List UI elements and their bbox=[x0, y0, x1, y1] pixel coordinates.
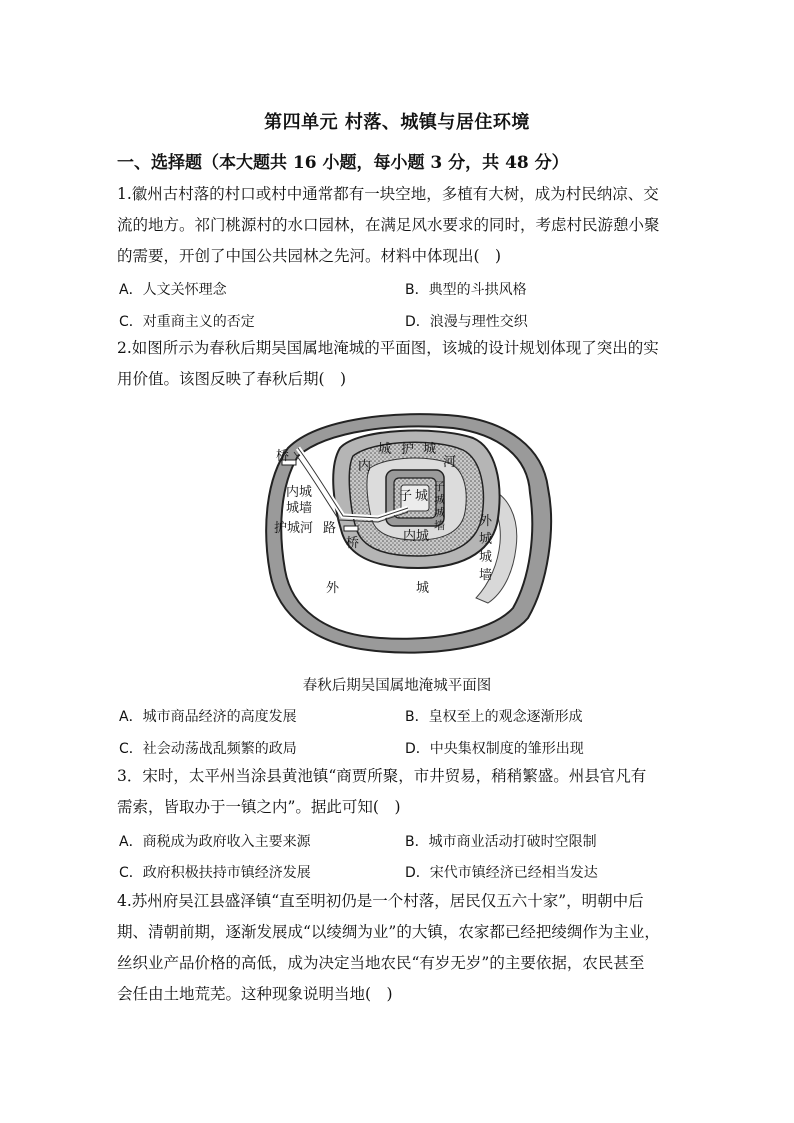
city-plan-figure bbox=[258, 408, 558, 658]
label-hu-cheng-he: 护城河 bbox=[274, 521, 314, 536]
label-wcq-2: 城 bbox=[479, 532, 493, 547]
figure-caption: 春秋后期吴国属地淹城平面图 bbox=[302, 678, 492, 694]
label-zi-cheng: 城 bbox=[415, 489, 429, 504]
label-wai: 外 bbox=[326, 581, 340, 596]
question-2-option-b: B．皇权至上的观念逐渐形成 bbox=[405, 709, 583, 725]
label-nei-cheng: 内城 bbox=[286, 485, 313, 500]
question-4-line: 期、清朝前期，逐渐发展成“以绫绸为业”的大镇，农家都已经把绫绸作为主业， bbox=[117, 923, 660, 941]
bridge-bottom bbox=[344, 526, 358, 531]
label-qiao-bottom: 桥 bbox=[346, 536, 360, 551]
question-2-option-d: D．中央集权制度的雏形出现 bbox=[405, 741, 584, 757]
label-lu: 路 bbox=[323, 521, 337, 536]
question-1-line: 1.徽州古村落的村口或村中通常都有一块空地，多植有大树，成为村民纳凉、交 bbox=[117, 185, 659, 203]
question-1-line: 的需要，开创了中国公共园林之先河。材料中体现出( ) bbox=[117, 247, 502, 265]
question-2-line: 2.如图所示为春秋后期吴国属地淹城的平面图，该城的设计规划体现了突出的实 bbox=[117, 339, 659, 357]
page-title: 第四单元 村落、城镇与居住环境 bbox=[264, 112, 530, 133]
city-plan-map bbox=[258, 408, 558, 658]
question-1-option-b: B．典型的斗拱风格 bbox=[405, 282, 527, 298]
question-2-line: 用价值。该图反映了春秋后期( ) bbox=[117, 370, 347, 388]
label-nei-cheng-inner: 内城 bbox=[403, 529, 430, 544]
label-zcq-2: 城 bbox=[434, 493, 445, 506]
label-top-1: 城 bbox=[378, 442, 392, 457]
label-top-2: 护 bbox=[401, 442, 415, 457]
question-4-line: 会任由土地荒芜。这种现象说明当地( ) bbox=[117, 985, 393, 1003]
question-3-option-b: B．城市商业活动打破时空限制 bbox=[405, 834, 597, 850]
question-1-stem bbox=[117, 179, 677, 272]
question-1-option-d: D．浪漫与理性交织 bbox=[405, 314, 528, 330]
label-zcq-1: 子 bbox=[434, 480, 445, 493]
label-wcq-3: 城 bbox=[479, 550, 493, 565]
question-1-line: 流的地方。祁门桃源村的水口园林，在满足风水要求的同时，考虑村民游憩小聚 bbox=[117, 216, 660, 234]
question-4-stem bbox=[117, 886, 677, 1010]
question-4-line: 4.苏州府吴江县盛泽镇“直至明初仍是一个村落，居民仅五六十家”，明朝中后 bbox=[117, 892, 644, 910]
section-heading: 一、选择题（本大题共 16 小题，每小题 3 分，共 48 分） bbox=[117, 153, 569, 173]
label-cheng: 城 bbox=[416, 581, 430, 596]
label-zcq-3: 城 bbox=[434, 506, 445, 519]
label-zi: 子 bbox=[399, 489, 413, 504]
label-top-4: 河 bbox=[443, 455, 457, 470]
question-1-option-c: C．对重商主义的否定 bbox=[119, 314, 255, 330]
label-qiao-left: 桥 bbox=[276, 449, 290, 464]
question-3-option-a: A．商税成为政府收入主要来源 bbox=[119, 834, 311, 850]
question-3-line: 需索，皆取办于一镇之内”。据此可知( ) bbox=[117, 798, 401, 816]
label-wcq-4: 墙 bbox=[479, 568, 493, 583]
question-2-option-c: C．社会动荡战乱频繁的政局 bbox=[119, 741, 297, 757]
question-3-option-d: D．宋代市镇经济已经相当发达 bbox=[405, 865, 598, 881]
label-zcq-4: 墙 bbox=[434, 519, 445, 532]
question-2-option-a: A．城市商品经济的高度发展 bbox=[119, 709, 297, 725]
label-cheng-qiang: 城墙 bbox=[286, 501, 313, 516]
question-2-stem bbox=[117, 333, 677, 395]
question-3-stem bbox=[117, 761, 677, 823]
question-3-line: 3．宋时，太平州当涂县黄池镇“商贾所聚，市井贸易，稍稍繁盛。州县官凡有 bbox=[117, 767, 647, 785]
label-top-3: 城 bbox=[423, 442, 437, 457]
question-4-line: 丝织业产品价格的高低，成为决定当地农民“有岁无岁”的主要依据，农民甚至 bbox=[117, 954, 645, 972]
label-nei: 内 bbox=[358, 459, 372, 474]
label-wcq-1: 外 bbox=[479, 514, 493, 529]
question-1-option-a: A．人文关怀理念 bbox=[119, 282, 227, 298]
question-3-option-c: C．政府积极扶持市镇经济发展 bbox=[119, 865, 311, 881]
